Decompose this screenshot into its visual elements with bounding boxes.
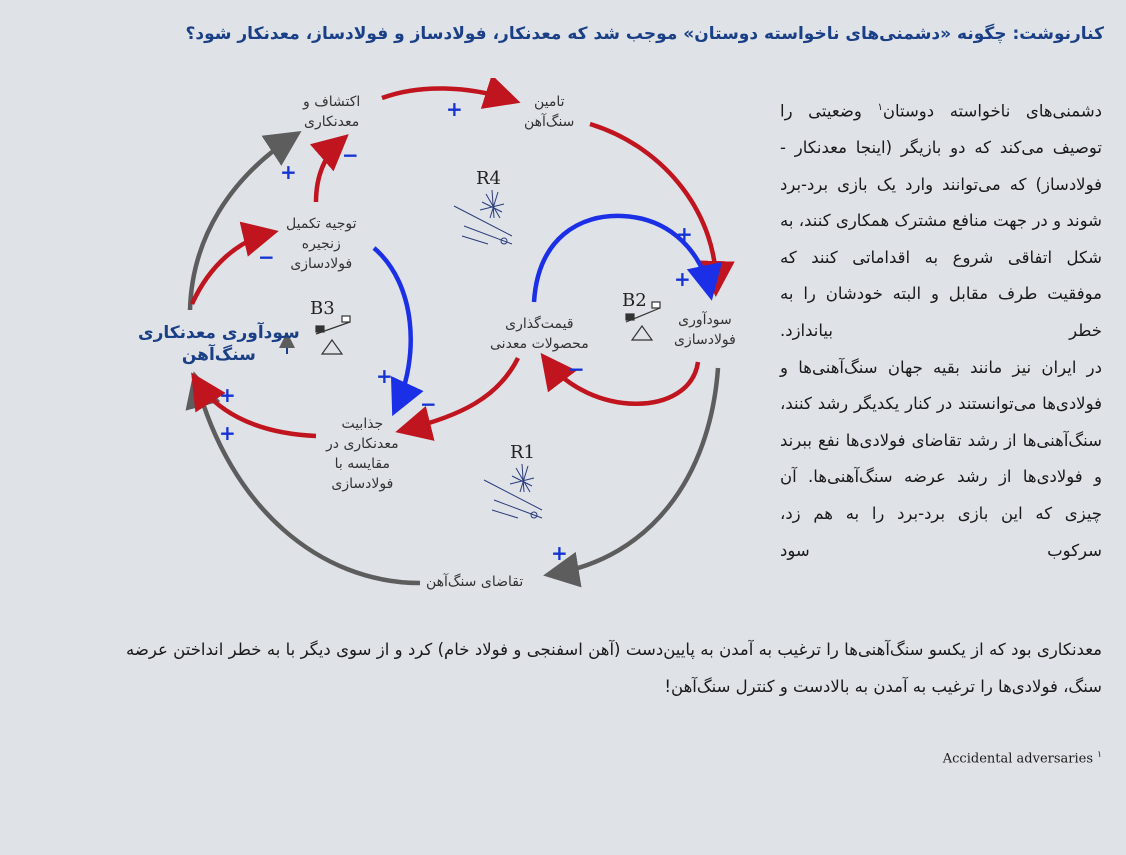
sign-steel-to-demand: + xyxy=(551,541,568,565)
node-chain-line-3: فولادسازی xyxy=(290,256,353,272)
node-steel-profit xyxy=(674,310,736,350)
node-mining-profit xyxy=(138,322,300,366)
node-pricing-line-2: محصولات معدنی xyxy=(490,336,589,352)
arrow-chain-to-exploration xyxy=(316,140,342,202)
node-mining-profit-line-2: سنگ‌آهن xyxy=(181,345,256,365)
node-chain-line-1: توجیه تکمیل xyxy=(286,216,357,232)
loop-label-r1: R1 xyxy=(510,442,536,463)
node-ore-demand: تقاضای سنگ‌آهن xyxy=(426,574,524,590)
sign-attractiveness-to-profit-2: + xyxy=(219,421,236,445)
footnote-label: Accidental adversaries xyxy=(942,751,1094,767)
sketch-icon-r4 xyxy=(454,190,512,244)
loop-label-b2: B2 xyxy=(622,290,647,311)
arrow-profit-to-exploration xyxy=(190,136,294,310)
sketch-icon-r1 xyxy=(484,464,542,518)
node-pricing-line-1: قیمت‌گذاری xyxy=(505,316,574,332)
node-attr-line-4: فولادسازی xyxy=(331,476,394,492)
node-chain-integration xyxy=(286,214,357,274)
causal-loop-diagram xyxy=(120,78,760,608)
p1-start: دشمنی‌های ناخواسته دوستان xyxy=(882,101,1102,121)
footnote-number: ۱ xyxy=(1097,750,1102,760)
node-attractiveness xyxy=(326,414,399,494)
node-ore-supply-line-1: تامین xyxy=(533,94,565,110)
arrow-steel-to-demand xyxy=(552,368,718,574)
loop-label-b3: B3 xyxy=(310,298,335,319)
sign-attractiveness-to-profit-1: + xyxy=(219,383,236,407)
sign-chain-to-attractiveness: + xyxy=(376,364,393,388)
seesaw-icon-b3 xyxy=(316,316,350,354)
node-pricing xyxy=(490,314,589,354)
node-attr-line-1: جذابیت xyxy=(341,416,384,432)
sign-exploration-to-supply: + xyxy=(446,97,463,121)
sign-profit-to-exploration: + xyxy=(280,160,297,184)
sign-supply-to-steel-1: + xyxy=(676,222,693,246)
sign-chain-to-exploration: − xyxy=(342,143,359,167)
node-attr-line-2: معدنکاری در xyxy=(326,436,399,452)
node-steel-profit-line-1: سودآوری xyxy=(678,312,732,328)
page-title: کنارنوشت: چگونه «دشمنی‌های ناخواسته دوستان» موجب شد که معدنکار، فولادساز و فولادساز، معدنکار شود؟ xyxy=(185,24,1104,44)
node-exploration xyxy=(303,92,360,132)
loop-label-r4: R4 xyxy=(476,168,502,189)
node-mining-profit-line-1: سودآوری معدنکاری xyxy=(138,323,300,343)
node-exploration-line-1: اکتشاف و xyxy=(303,94,361,110)
footnote xyxy=(943,750,1102,766)
sign-profit-to-chain: − xyxy=(258,245,275,269)
sign-supply-to-steel-2: + xyxy=(674,267,691,291)
sign-pricing-to-attractiveness: − xyxy=(420,392,437,416)
node-ore-supply-line-2: سنگ‌آهن xyxy=(524,114,575,130)
paragraph-2-part-1: در ایران نیز مانند بقیه جهان سنگ‌آهنی‌ها و فولادی‌ها می‌توانستند در کنار یکدیگر رشد کنند، سنگ‌آهنی‌ها از رشد تقاضای فولادی‌ها نفع ببرند و فولادی‌ها از رشد عرضه سنگ‌آهنی‌ها. آن چیزی که این بازی برد-برد را به هم زد، سرکوب سود xyxy=(780,357,1102,560)
node-chain-line-2: زنجیره xyxy=(301,236,341,252)
node-ore-supply xyxy=(524,92,574,132)
paragraph-2-part-2: معدنکاری بود که از یکسو سنگ‌آهنی‌ها را ترغیب به آمدن به پایین‌دست (آهن اسفنجی و فولاد خام) کرد و از سوی دیگر با به خطر انداختن عرضه سنگ، فولادی‌ها را ترغیب به آمدن به بالادست و کنترل سنگ‌آهن! xyxy=(126,640,1102,696)
node-steel-profit-line-2: فولادسازی xyxy=(674,332,736,348)
node-exploration-line-2: معدنکاری xyxy=(304,114,360,130)
body-text-column xyxy=(780,90,1102,569)
footnote-ref[interactable]: ۱ xyxy=(877,102,883,113)
node-attr-line-3: مقایسه با xyxy=(334,456,391,472)
p1-rest: وضعیتی را توصیف می‌کند که دو بازیگر (اینجا معدنکار - فولادساز) که می‌توانند وارد یک بازی برد-برد شوند و در جهت منافع مشترک همکاری کنند، به شکل اتفاقی شروع به اقداماتی کنند که موفقیت طرف مقابل و البته خودشان را به خطر بیاندازد. xyxy=(780,101,1102,341)
sign-steel-to-pricing: − xyxy=(568,357,585,381)
paragraph-1 xyxy=(780,90,1102,350)
